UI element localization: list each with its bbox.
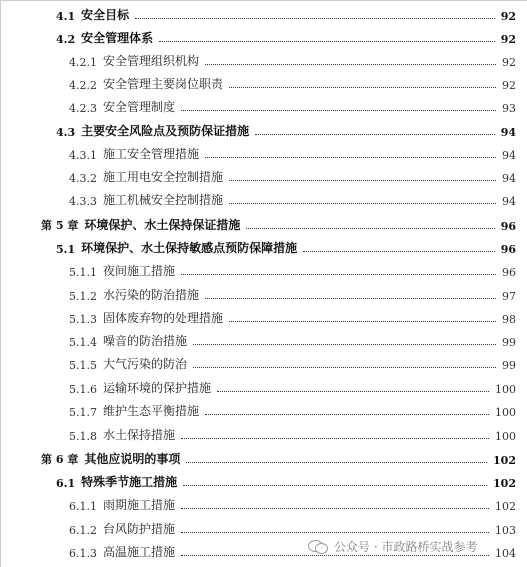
toc-entry[interactable] bbox=[69, 493, 516, 513]
toc-entry-number: 6.1.3 bbox=[69, 547, 97, 560]
dot-leader bbox=[217, 391, 489, 392]
toc-entry-page-number: 100 bbox=[495, 406, 516, 419]
toc-entry-number: 5.1.5 bbox=[69, 359, 97, 372]
watermark bbox=[308, 535, 477, 557]
toc-entry-title: 安全管理制度 bbox=[103, 100, 176, 114]
toc-entry[interactable] bbox=[69, 517, 516, 537]
toc-entry-page-number: 96 bbox=[500, 220, 516, 233]
toc-entry-title: 安全管理主要岗位职责 bbox=[103, 77, 224, 91]
dot-leader bbox=[255, 134, 495, 135]
toc-entry-title: 其他应说明的事项 bbox=[84, 452, 181, 466]
toc-entry[interactable] bbox=[69, 95, 516, 115]
toc-entry-number: 4.2.1 bbox=[69, 56, 97, 69]
toc-entry-title: 夜间施工措施 bbox=[103, 264, 176, 278]
toc-entry-number: 4.3.2 bbox=[69, 172, 97, 185]
toc-entry-number: 5.1.8 bbox=[69, 430, 97, 443]
toc-entry-number: 6.1.1 bbox=[69, 500, 97, 513]
toc-entry[interactable] bbox=[41, 447, 516, 467]
toc-entry-page-number: 102 bbox=[495, 500, 516, 513]
toc-entry[interactable] bbox=[56, 3, 516, 23]
toc-entry-number: 4.3 bbox=[56, 126, 76, 139]
toc-entry[interactable] bbox=[56, 236, 516, 256]
toc-entry-number: 4.1 bbox=[56, 10, 76, 23]
toc-entry[interactable] bbox=[69, 49, 516, 69]
toc-entry-title: 固体废弃物的处理措施 bbox=[103, 311, 224, 325]
toc-entry-page-number: 96 bbox=[500, 243, 516, 256]
toc-entry-page-number: 100 bbox=[495, 383, 516, 396]
toc-entry-page-number: 98 bbox=[502, 313, 516, 326]
toc-entry-title: 噪音的防治措施 bbox=[103, 334, 188, 348]
toc-entry-title: 安全目标 bbox=[81, 8, 130, 22]
toc-entry[interactable] bbox=[69, 165, 516, 185]
dot-leader bbox=[181, 532, 489, 533]
dot-leader bbox=[183, 485, 487, 486]
dot-leader bbox=[205, 157, 496, 158]
toc-entry-title: 维护生态平衡措施 bbox=[103, 404, 200, 418]
toc-entry-page-number: 99 bbox=[502, 359, 516, 372]
dot-leader bbox=[181, 110, 496, 111]
toc-entry[interactable] bbox=[69, 352, 516, 372]
toc-entry-number: 6.1 bbox=[56, 477, 76, 490]
wechat-icon bbox=[308, 539, 328, 553]
dot-leader bbox=[181, 438, 489, 439]
dot-leader bbox=[229, 203, 496, 204]
toc-entry-page-number: 94 bbox=[502, 195, 516, 208]
toc-entry[interactable] bbox=[56, 26, 516, 46]
toc-entry-page-number: 104 bbox=[495, 547, 516, 560]
dot-leader bbox=[205, 298, 496, 299]
toc-entry-page-number: 103 bbox=[495, 524, 516, 537]
toc-entry[interactable] bbox=[41, 213, 516, 233]
toc-entry-number: 第 6 章 bbox=[41, 453, 79, 466]
toc-entry[interactable] bbox=[69, 142, 516, 162]
dot-leader bbox=[181, 274, 496, 275]
dot-leader bbox=[135, 18, 495, 19]
toc-entry[interactable] bbox=[69, 399, 516, 419]
toc-entry-number: 4.3.1 bbox=[69, 149, 97, 162]
dot-leader bbox=[193, 367, 496, 368]
toc-entry-number: 4.3.3 bbox=[69, 195, 97, 208]
toc-entry-page-number: 92 bbox=[502, 56, 516, 69]
toc-entry[interactable] bbox=[56, 119, 516, 139]
toc-entry-page-number: 94 bbox=[502, 149, 516, 162]
toc-entry-page-number: 94 bbox=[502, 172, 516, 185]
toc-entry-page-number: 92 bbox=[502, 79, 516, 92]
toc-entry-number: 5.1.4 bbox=[69, 336, 97, 349]
toc-entry-title: 特殊季节施工措施 bbox=[81, 475, 178, 489]
toc-entry-title: 大气污染的防治 bbox=[103, 357, 188, 371]
toc-entry-title: 高温施工措施 bbox=[103, 545, 176, 559]
toc-entry-title: 环境保护、水土保持敏感点预防保障措施 bbox=[81, 241, 298, 255]
toc-entry-page-number: 102 bbox=[493, 477, 516, 490]
toc-entry-title: 水土保持措施 bbox=[103, 428, 176, 442]
toc-entry-page-number: 97 bbox=[502, 290, 516, 303]
toc-entry-title: 施工安全管理措施 bbox=[103, 147, 200, 161]
dot-leader bbox=[193, 344, 496, 345]
toc-entry-page-number: 93 bbox=[502, 102, 516, 115]
toc-entry-number: 5.1.7 bbox=[69, 406, 97, 419]
toc-entry-page-number: 94 bbox=[500, 126, 516, 139]
toc-entry-number: 第 5 章 bbox=[41, 219, 79, 232]
dot-leader bbox=[205, 414, 489, 415]
watermark-text: 公众号 · 市政路桥实战参考 bbox=[334, 539, 478, 554]
toc-entry[interactable] bbox=[69, 306, 516, 326]
toc-entry[interactable] bbox=[69, 376, 516, 396]
toc-entry-title: 雨期施工措施 bbox=[103, 498, 176, 512]
toc-entry-page-number: 92 bbox=[500, 33, 516, 46]
toc-entry-title: 安全管理体系 bbox=[81, 31, 154, 45]
toc-entry-title: 施工机械安全控制措施 bbox=[103, 193, 224, 207]
toc-entry[interactable] bbox=[69, 72, 516, 92]
dot-leader bbox=[229, 180, 496, 181]
toc-entry-number: 4.2.2 bbox=[69, 79, 97, 92]
dot-leader bbox=[181, 508, 489, 509]
dot-leader bbox=[159, 41, 495, 42]
toc-entry[interactable] bbox=[69, 283, 516, 303]
toc-entry[interactable] bbox=[69, 329, 516, 349]
toc-entry-page-number: 96 bbox=[502, 266, 516, 279]
toc-entry-page-number: 92 bbox=[500, 10, 516, 23]
dot-leader bbox=[303, 251, 495, 252]
toc-entry-title: 安全管理组织机构 bbox=[103, 54, 200, 68]
toc-entry[interactable] bbox=[69, 188, 516, 208]
toc-entry-number: 4.2.3 bbox=[69, 102, 97, 115]
toc-entry[interactable] bbox=[69, 423, 516, 443]
toc-entry[interactable] bbox=[56, 470, 516, 490]
dot-leader bbox=[205, 64, 496, 65]
toc-entry-number: 4.2 bbox=[56, 33, 76, 46]
toc-entry-number: 5.1.2 bbox=[69, 290, 97, 303]
toc-entry-number: 5.1.6 bbox=[69, 383, 97, 396]
toc-entry-title: 运输环境的保护措施 bbox=[103, 381, 212, 395]
dot-leader bbox=[229, 87, 496, 88]
toc-entry-number: 5.1.1 bbox=[69, 266, 97, 279]
toc-entry-page-number: 100 bbox=[495, 430, 516, 443]
toc-entry-title: 环境保护、水土保持保证措施 bbox=[84, 218, 241, 232]
toc-entry-page-number: 99 bbox=[502, 336, 516, 349]
dot-leader bbox=[229, 321, 496, 322]
dot-leader bbox=[246, 228, 494, 229]
toc-entry-number: 5.1.3 bbox=[69, 313, 97, 326]
toc-entry-number: 6.1.2 bbox=[69, 524, 97, 537]
dot-leader bbox=[186, 462, 487, 463]
toc-entry-title: 台风防护措施 bbox=[103, 522, 176, 536]
toc-entry-number: 5.1 bbox=[56, 243, 76, 256]
toc-entry-title: 水污染的防治措施 bbox=[103, 288, 200, 302]
toc-entry-page-number: 102 bbox=[493, 454, 516, 467]
toc-entry[interactable] bbox=[69, 259, 516, 279]
toc-entry-title: 施工用电安全控制措施 bbox=[103, 170, 224, 184]
toc-entry-title: 主要安全风险点及预防保证措施 bbox=[81, 124, 250, 138]
